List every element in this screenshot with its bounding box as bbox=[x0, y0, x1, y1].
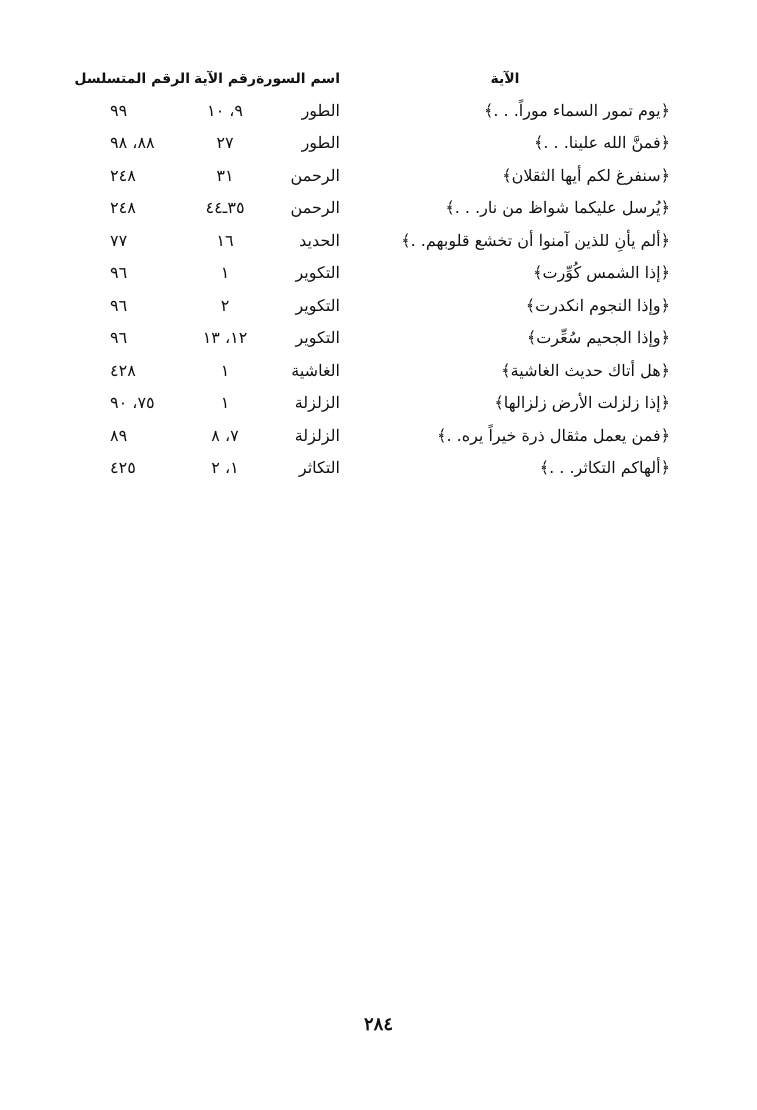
ayah-number-cell: ١ bbox=[220, 360, 230, 380]
ayah-number-cell: ١٢، ١٣ bbox=[202, 328, 248, 348]
table-header-row bbox=[110, 64, 670, 94]
serial-number-cell: ٢٤٨ bbox=[110, 198, 136, 218]
table-row bbox=[110, 127, 670, 160]
verse-cell: ﴿ألهاكم التكاثر. . .﴾ bbox=[539, 458, 670, 478]
table-row bbox=[110, 192, 670, 225]
verse-cell: ﴿فمن يعمل مثقال ذرة خيراً يره. .﴾ bbox=[437, 425, 670, 445]
serial-number-cell: ٤٢٨ bbox=[110, 360, 136, 380]
serial-number-cell: ٢٤٨ bbox=[110, 165, 136, 185]
serial-number-cell: ٨٩ bbox=[110, 425, 128, 445]
verse-index-table bbox=[74, 64, 670, 484]
verse-cell: ﴿إذا زلزلت الأرض زلزالها﴾ bbox=[494, 393, 670, 413]
serial-number-cell: ٩٦ bbox=[110, 328, 128, 348]
surah-cell: الطور bbox=[301, 133, 340, 153]
ayah-number-cell: ٧، ٨ bbox=[211, 425, 239, 445]
header-ayah-number: رقم الآية bbox=[193, 71, 257, 87]
verse-cell: ﴿إذا الشمس كُوِّرت﴾ bbox=[533, 263, 670, 283]
table-row bbox=[110, 159, 670, 192]
serial-number-cell: ٤٢٥ bbox=[110, 458, 136, 478]
table-row bbox=[110, 419, 670, 452]
verse-cell: ﴿وإذا الجحيم سُعِّرت﴾ bbox=[526, 328, 670, 348]
surah-cell: الحديد bbox=[299, 230, 340, 250]
verse-cell: ﴿وإذا النجوم انكدرت﴾ bbox=[525, 295, 670, 315]
surah-cell: التكوير bbox=[295, 328, 340, 348]
ayah-number-cell: ٢ bbox=[220, 295, 230, 315]
surah-cell: التكاثر bbox=[298, 458, 340, 478]
surah-cell: الرحمن bbox=[290, 198, 340, 218]
surah-cell: الزلزلة bbox=[294, 425, 340, 445]
ayah-number-cell: ١ bbox=[220, 263, 230, 283]
verse-cell: ﴿فمنَّ الله علينا. . .﴾ bbox=[534, 133, 670, 153]
verse-cell: ﴿ألم يأنِ للذين آمنوا أن تخشع قلوبهم. .﴾ bbox=[401, 230, 670, 250]
header-surah: اسم السورة bbox=[256, 71, 340, 87]
header-serial-number: الرقم المتسلسل bbox=[74, 71, 190, 87]
table-row bbox=[110, 354, 670, 387]
surah-cell: الرحمن bbox=[290, 165, 340, 185]
table-row bbox=[110, 289, 670, 322]
ayah-number-cell: ٣١ bbox=[216, 165, 234, 185]
table-body bbox=[110, 94, 670, 484]
verse-cell: ﴿يُرسل عليكما شواظ من نار. . .﴾ bbox=[445, 198, 670, 218]
ayah-number-cell: ١ bbox=[220, 393, 230, 413]
table-row bbox=[110, 452, 670, 485]
surah-cell: التكوير bbox=[295, 263, 340, 283]
surah-cell: التكوير bbox=[295, 295, 340, 315]
serial-number-cell: ٧٥، ٩٠ bbox=[110, 393, 155, 413]
verse-cell: ﴿هل أتاك حديث الغاشية﴾ bbox=[501, 360, 670, 380]
ayah-number-cell: ٣٥ـ٤٤ bbox=[205, 198, 245, 218]
ayah-number-cell: ٢٧ bbox=[216, 133, 234, 153]
serial-number-cell: ٨٨، ٩٨ bbox=[110, 133, 155, 153]
table-row bbox=[110, 322, 670, 355]
table-row bbox=[110, 257, 670, 290]
page-number: ٢٨٤ bbox=[363, 1014, 393, 1035]
table-row bbox=[110, 387, 670, 420]
verse-cell: ﴿سنفرغ لكم أيها الثقلان﴾ bbox=[502, 165, 670, 185]
ayah-number-cell: ١٦ bbox=[216, 230, 234, 250]
table-row bbox=[110, 94, 670, 127]
surah-cell: الغاشية bbox=[291, 360, 340, 380]
surah-cell: الزلزلة bbox=[294, 393, 340, 413]
header-verse: الآية bbox=[490, 71, 520, 87]
serial-number-cell: ٩٦ bbox=[110, 263, 128, 283]
verse-cell: ﴿يوم تمور السماء موراً. . .﴾ bbox=[483, 100, 670, 120]
serial-number-cell: ٩٦ bbox=[110, 295, 128, 315]
surah-cell: الطور bbox=[301, 100, 340, 120]
table-row bbox=[110, 224, 670, 257]
ayah-number-cell: ١، ٢ bbox=[211, 458, 239, 478]
serial-number-cell: ٩٩ bbox=[110, 100, 128, 120]
ayah-number-cell: ٩، ١٠ bbox=[206, 100, 244, 120]
serial-number-cell: ٧٧ bbox=[110, 230, 128, 250]
